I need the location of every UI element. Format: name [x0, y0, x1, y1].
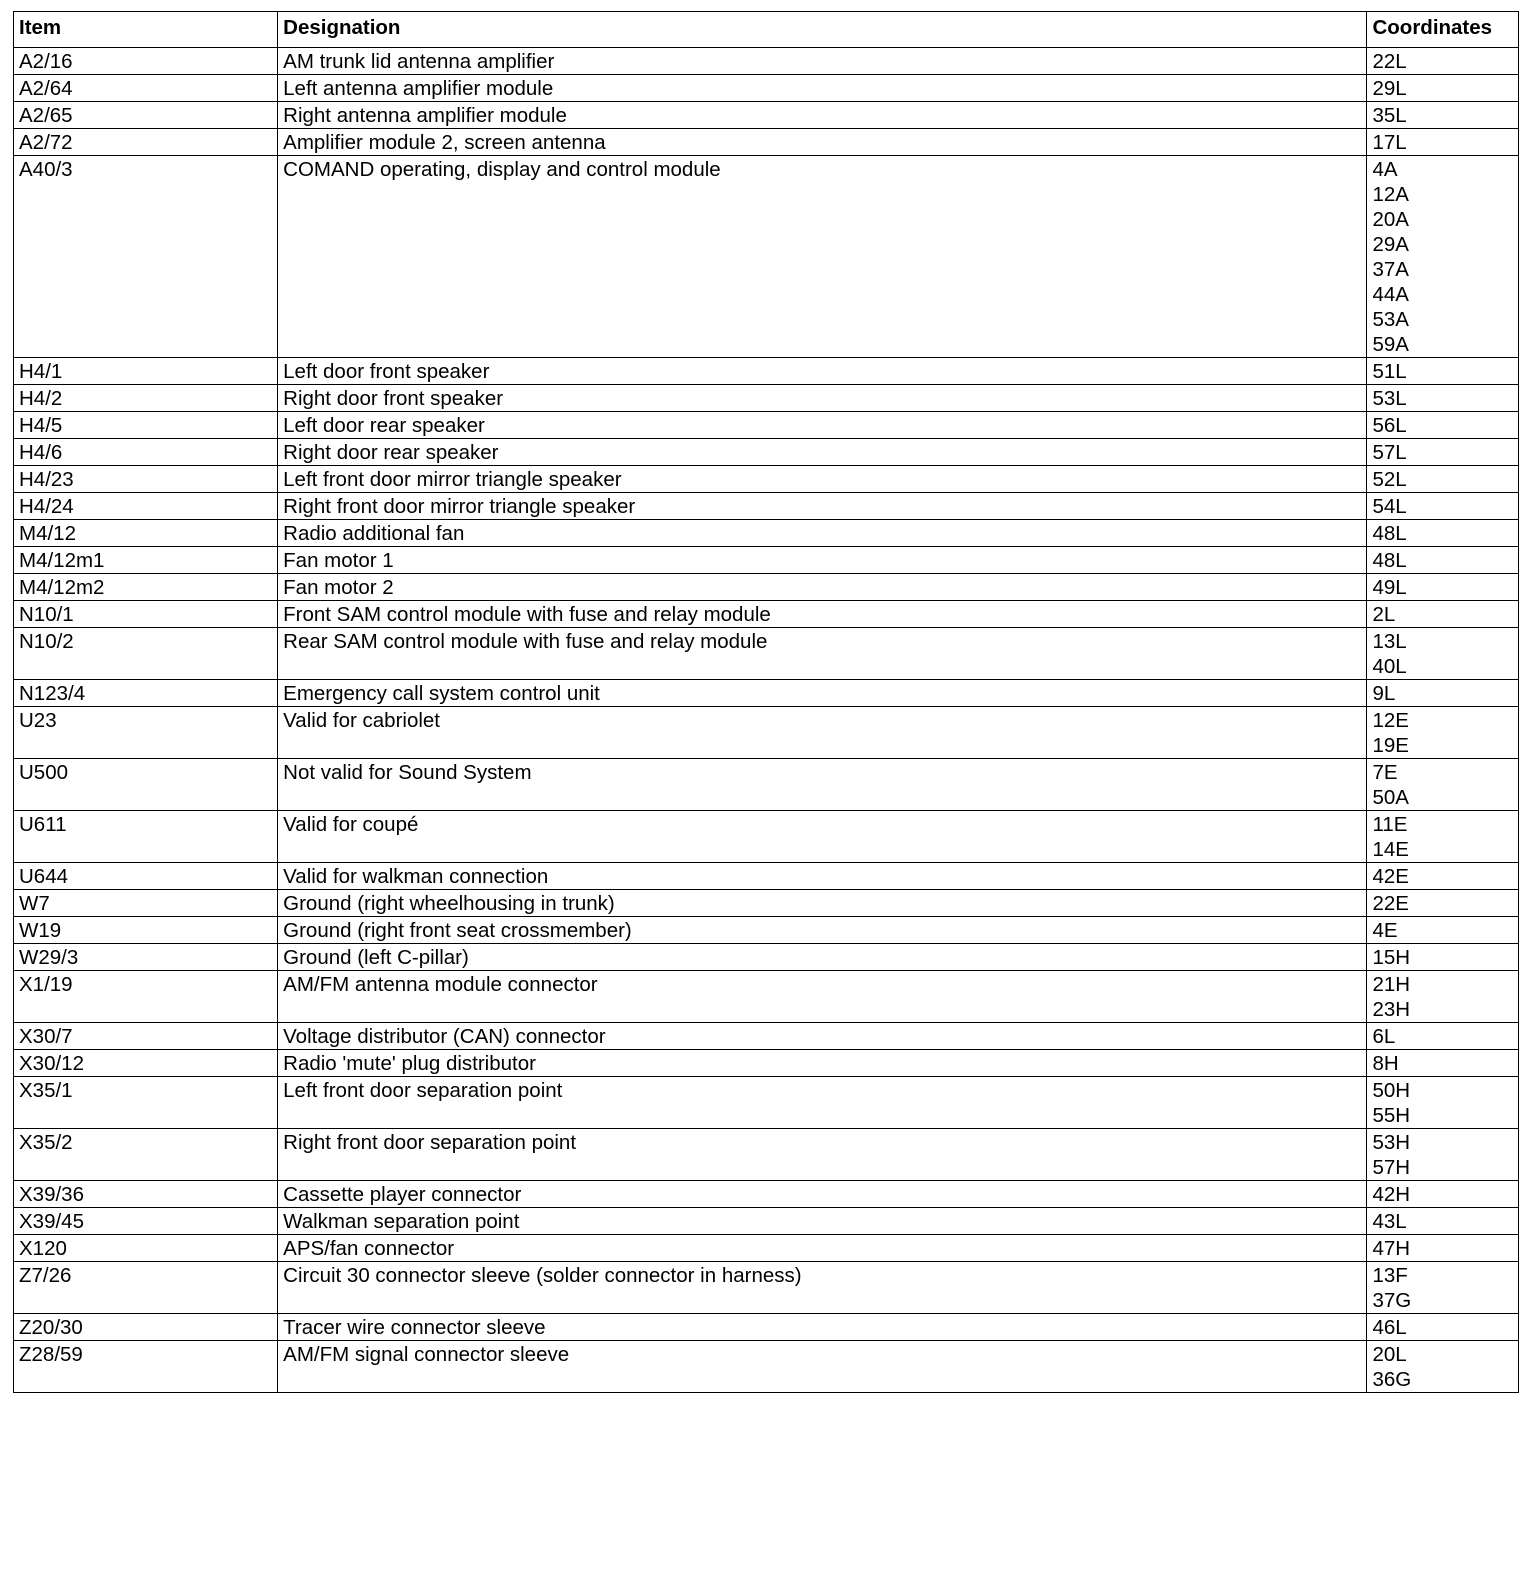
coordinate-value: 17L: [1372, 131, 1407, 154]
coordinates-cell: [1367, 385, 1519, 412]
coordinates-cell: [1367, 680, 1519, 707]
coordinates-cell: [1367, 102, 1519, 129]
designation-cell: Amplifier module 2, screen antenna: [278, 129, 1367, 156]
coordinate-value: 2L: [1372, 603, 1396, 626]
table-row: [14, 1077, 1519, 1129]
coordinate-value: 12A: [1372, 183, 1409, 206]
designation-cell: Right antenna amplifier module: [278, 102, 1367, 129]
coordinates-cell: [1367, 493, 1519, 520]
coordinates-cell: [1367, 358, 1519, 385]
table-row: [14, 412, 1519, 439]
designation-cell: Rear SAM control module with fuse and relay module: [278, 628, 1367, 680]
coordinate-value: 53L: [1372, 387, 1407, 410]
coordinates-cell: [1367, 439, 1519, 466]
table-row: [14, 439, 1519, 466]
column-header-coordinates: Coordinates: [1367, 12, 1519, 48]
coordinates-cell: [1367, 1314, 1519, 1341]
item-cell: U611: [14, 811, 278, 863]
column-header-item: Item: [14, 12, 278, 48]
coordinate-value: 44A: [1372, 283, 1409, 306]
coordinates-cell: [1367, 971, 1519, 1023]
column-header-designation: Designation: [278, 12, 1367, 48]
table-row: [14, 493, 1519, 520]
coordinate-value: 42H: [1372, 1183, 1411, 1206]
coordinates-cell: [1367, 863, 1519, 890]
coordinates-cell: [1367, 1050, 1519, 1077]
coordinates-cell: [1367, 129, 1519, 156]
coordinates-cell: [1367, 520, 1519, 547]
designation-cell: Walkman separation point: [278, 1208, 1367, 1235]
coordinates-cell: [1367, 75, 1519, 102]
coordinate-value: 54L: [1372, 495, 1407, 518]
coordinate-value: 4A: [1372, 158, 1398, 181]
table-row: [14, 863, 1519, 890]
item-cell: M4/12: [14, 520, 278, 547]
item-cell: X35/2: [14, 1129, 278, 1181]
table-header-row: [14, 12, 1519, 48]
coordinate-value: 23H: [1372, 998, 1411, 1021]
item-cell: H4/23: [14, 466, 278, 493]
item-cell: N123/4: [14, 680, 278, 707]
table-row: [14, 385, 1519, 412]
coordinate-value: 9L: [1372, 682, 1396, 705]
coordinate-value: 7E: [1372, 761, 1398, 784]
designation-cell: Voltage distributor (CAN) connector: [278, 1023, 1367, 1050]
coordinate-value: 29L: [1372, 77, 1407, 100]
coordinates-cell: [1367, 811, 1519, 863]
coordinate-value: 50A: [1372, 786, 1409, 809]
table-row: [14, 1314, 1519, 1341]
table-row: [14, 574, 1519, 601]
item-cell: H4/24: [14, 493, 278, 520]
coordinate-value: 8H: [1372, 1052, 1399, 1075]
table-row: [14, 156, 1519, 358]
designation-cell: Right front door separation point: [278, 1129, 1367, 1181]
designation-cell: Left front door separation point: [278, 1077, 1367, 1129]
coordinate-value: 55H: [1372, 1104, 1411, 1127]
designation-cell: Valid for cabriolet: [278, 707, 1367, 759]
designation-cell: Valid for walkman connection: [278, 863, 1367, 890]
coordinates-cell: [1367, 628, 1519, 680]
table-row: [14, 601, 1519, 628]
designation-cell: Fan motor 1: [278, 547, 1367, 574]
table-row: [14, 75, 1519, 102]
item-cell: Z7/26: [14, 1262, 278, 1314]
coordinates-cell: [1367, 890, 1519, 917]
coordinate-value: 15H: [1372, 946, 1411, 969]
coordinates-cell: [1367, 944, 1519, 971]
designation-cell: Ground (right wheelhousing in trunk): [278, 890, 1367, 917]
coordinate-value: 57H: [1372, 1156, 1411, 1179]
item-cell: H4/2: [14, 385, 278, 412]
designation-cell: Left antenna amplifier module: [278, 75, 1367, 102]
coordinate-value: 21H: [1372, 973, 1411, 996]
table-row: [14, 102, 1519, 129]
coordinates-cell: [1367, 1023, 1519, 1050]
coordinate-value: 57L: [1372, 441, 1407, 464]
coordinate-value: 22L: [1372, 50, 1407, 73]
table-row: [14, 811, 1519, 863]
item-cell: W7: [14, 890, 278, 917]
designation-cell: Front SAM control module with fuse and relay module: [278, 601, 1367, 628]
table-row: [14, 1208, 1519, 1235]
coordinate-value: 40L: [1372, 655, 1407, 678]
coordinates-cell: [1367, 1341, 1519, 1393]
coordinates-cell: [1367, 1181, 1519, 1208]
table-body: [14, 48, 1519, 1393]
coordinates-cell: [1367, 601, 1519, 628]
coordinate-value: 59A: [1372, 333, 1409, 356]
designation-cell: Right door rear speaker: [278, 439, 1367, 466]
designation-cell: Left door front speaker: [278, 358, 1367, 385]
item-cell: X30/12: [14, 1050, 278, 1077]
designation-cell: Not valid for Sound System: [278, 759, 1367, 811]
coordinate-value: 14E: [1372, 838, 1409, 861]
table-row: [14, 1050, 1519, 1077]
item-cell: U500: [14, 759, 278, 811]
table-row: [14, 707, 1519, 759]
coordinate-value: 52L: [1372, 468, 1407, 491]
table-row: [14, 520, 1519, 547]
component-legend-table: [13, 11, 1519, 1393]
table-row: [14, 1262, 1519, 1314]
item-cell: X30/7: [14, 1023, 278, 1050]
item-cell: U23: [14, 707, 278, 759]
item-cell: H4/1: [14, 358, 278, 385]
item-cell: A40/3: [14, 156, 278, 358]
designation-cell: Left front door mirror triangle speaker: [278, 466, 1367, 493]
item-cell: A2/64: [14, 75, 278, 102]
coordinate-value: 46L: [1372, 1316, 1407, 1339]
table-row: [14, 129, 1519, 156]
coordinates-cell: [1367, 466, 1519, 493]
item-cell: A2/65: [14, 102, 278, 129]
table-row: [14, 1023, 1519, 1050]
coordinate-value: 53A: [1372, 308, 1409, 331]
coordinate-value: 53H: [1372, 1131, 1411, 1154]
coordinate-value: 22E: [1372, 892, 1409, 915]
coordinates-cell: [1367, 1129, 1519, 1181]
coordinates-cell: [1367, 1077, 1519, 1129]
designation-cell: Radio additional fan: [278, 520, 1367, 547]
coordinates-cell: [1367, 412, 1519, 439]
coordinate-value: 43L: [1372, 1210, 1407, 1233]
item-cell: X39/36: [14, 1181, 278, 1208]
designation-cell: Tracer wire connector sleeve: [278, 1314, 1367, 1341]
item-cell: X120: [14, 1235, 278, 1262]
item-cell: N10/2: [14, 628, 278, 680]
coordinate-value: 4E: [1372, 919, 1398, 942]
coordinate-value: 20A: [1372, 208, 1409, 231]
item-cell: Z20/30: [14, 1314, 278, 1341]
item-cell: X1/19: [14, 971, 278, 1023]
coordinate-value: 20L: [1372, 1343, 1407, 1366]
coordinate-value: 13F: [1372, 1264, 1408, 1287]
coordinate-value: 48L: [1372, 549, 1407, 572]
coordinates-cell: [1367, 759, 1519, 811]
coordinate-value: 19E: [1372, 734, 1409, 757]
item-cell: H4/6: [14, 439, 278, 466]
item-cell: A2/16: [14, 48, 278, 75]
coordinates-cell: [1367, 1235, 1519, 1262]
designation-cell: AM/FM signal connector sleeve: [278, 1341, 1367, 1393]
table-row: [14, 917, 1519, 944]
coordinate-value: 12E: [1372, 709, 1409, 732]
coordinate-value: 42E: [1372, 865, 1409, 888]
designation-cell: AM/FM antenna module connector: [278, 971, 1367, 1023]
table-row: [14, 1341, 1519, 1393]
coordinate-value: 47H: [1372, 1237, 1411, 1260]
coordinate-value: 56L: [1372, 414, 1407, 437]
coordinates-cell: [1367, 1208, 1519, 1235]
designation-cell: Right door front speaker: [278, 385, 1367, 412]
designation-cell: Valid for coupé: [278, 811, 1367, 863]
table-row: [14, 1129, 1519, 1181]
designation-cell: Right front door mirror triangle speaker: [278, 493, 1367, 520]
table-row: [14, 1235, 1519, 1262]
item-cell: N10/1: [14, 601, 278, 628]
coordinate-value: 51L: [1372, 360, 1407, 383]
coordinates-cell: [1367, 917, 1519, 944]
coordinate-value: 37G: [1372, 1289, 1412, 1312]
table-row: [14, 358, 1519, 385]
coordinate-value: 36G: [1372, 1368, 1412, 1391]
item-cell: X35/1: [14, 1077, 278, 1129]
coordinate-value: 49L: [1372, 576, 1407, 599]
item-cell: W29/3: [14, 944, 278, 971]
coordinate-value: 37A: [1372, 258, 1409, 281]
designation-cell: Ground (right front seat crossmember): [278, 917, 1367, 944]
coordinate-value: 50H: [1372, 1079, 1411, 1102]
designation-cell: Cassette player connector: [278, 1181, 1367, 1208]
designation-cell: APS/fan connector: [278, 1235, 1367, 1262]
designation-cell: Left door rear speaker: [278, 412, 1367, 439]
designation-cell: Fan motor 2: [278, 574, 1367, 601]
item-cell: M4/12m2: [14, 574, 278, 601]
designation-cell: AM trunk lid antenna amplifier: [278, 48, 1367, 75]
item-cell: U644: [14, 863, 278, 890]
coordinates-cell: [1367, 547, 1519, 574]
designation-cell: Ground (left C-pillar): [278, 944, 1367, 971]
table-row: [14, 890, 1519, 917]
table-row: [14, 759, 1519, 811]
table-row: [14, 628, 1519, 680]
coordinates-cell: [1367, 48, 1519, 75]
coordinate-value: 35L: [1372, 104, 1407, 127]
table-row: [14, 680, 1519, 707]
coordinate-value: 48L: [1372, 522, 1407, 545]
coordinates-cell: [1367, 1262, 1519, 1314]
table-row: [14, 466, 1519, 493]
item-cell: W19: [14, 917, 278, 944]
designation-cell: Radio 'mute' plug distributor: [278, 1050, 1367, 1077]
table-row: [14, 48, 1519, 75]
table-row: [14, 971, 1519, 1023]
coordinate-value: 11E: [1372, 813, 1408, 836]
coordinates-cell: [1367, 574, 1519, 601]
designation-cell: Emergency call system control unit: [278, 680, 1367, 707]
table-row: [14, 944, 1519, 971]
coordinates-cell: [1367, 707, 1519, 759]
item-cell: H4/5: [14, 412, 278, 439]
table-row: [14, 1181, 1519, 1208]
table-row: [14, 547, 1519, 574]
coordinates-cell: [1367, 156, 1519, 358]
coordinate-value: 13L: [1372, 630, 1407, 653]
coordinate-value: 6L: [1372, 1025, 1396, 1048]
item-cell: M4/12m1: [14, 547, 278, 574]
designation-cell: Circuit 30 connector sleeve (solder connector in harness): [278, 1262, 1367, 1314]
designation-cell: COMAND operating, display and control module: [278, 156, 1367, 358]
coordinate-value: 29A: [1372, 233, 1409, 256]
item-cell: X39/45: [14, 1208, 278, 1235]
item-cell: Z28/59: [14, 1341, 278, 1393]
item-cell: A2/72: [14, 129, 278, 156]
